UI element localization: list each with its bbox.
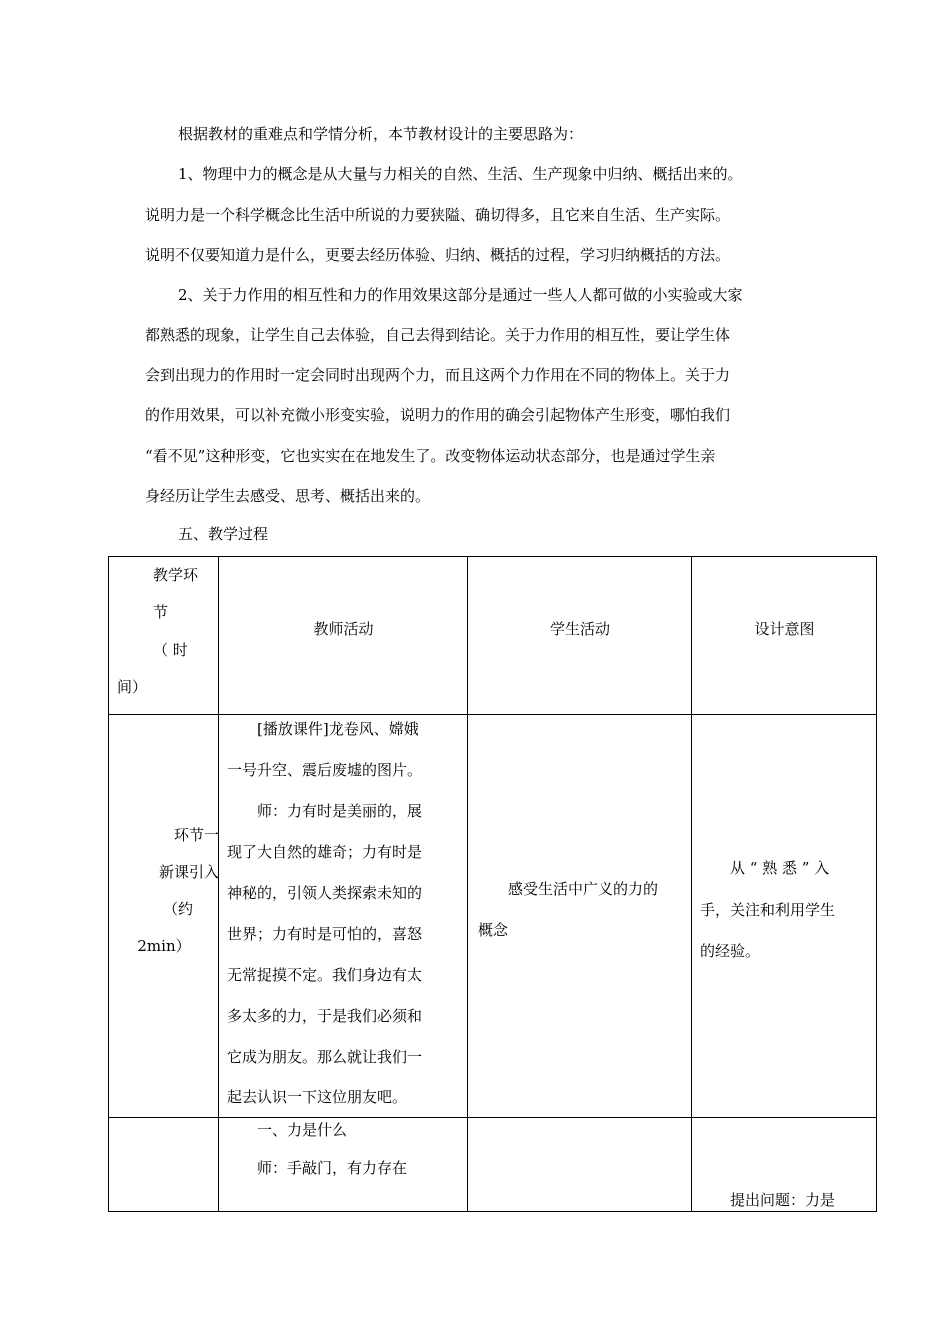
teacher-activity-line: 起去认识一下这位朋友吧。 <box>227 1088 408 1106</box>
design-intent-cell <box>692 1118 877 1212</box>
teaching-process-table <box>108 556 877 1212</box>
teacher-activity-line: 师：力有时是美丽的，展 <box>257 802 423 820</box>
stage-line: 新课引入 <box>158 863 219 881</box>
design-intent-line: 提出问题：力是 <box>730 1191 836 1209</box>
design-intent-cell <box>692 715 877 1118</box>
header-teacher-cell <box>219 557 468 715</box>
teacher-activity-cell <box>219 715 468 1118</box>
header-stage-line: 节 <box>153 603 169 621</box>
teacher-activity-line: 多太多的力，于是我们必须和 <box>227 1007 423 1025</box>
stage-cell <box>109 1118 219 1212</box>
table-header-row <box>109 557 877 715</box>
teacher-activity-line: 师：手敲门，有力存在 <box>257 1159 408 1177</box>
teacher-activity-line: 现了大自然的雄奇；力有时是 <box>227 843 423 861</box>
stage-line: 2min） <box>137 937 191 955</box>
header-teacher-label: 教师活动 <box>313 620 374 638</box>
student-activity-cell <box>468 715 692 1118</box>
teacher-activity-line: 一、力是什么 <box>257 1121 348 1139</box>
stage-cell <box>109 715 219 1118</box>
design-intent-line: 从 “ 熟 悉 ” 入 <box>730 859 830 877</box>
header-intent-cell <box>692 557 877 715</box>
teacher-activity-line: [播放课件]龙卷风、嫦娥 <box>257 720 419 738</box>
teacher-activity-line: 它成为朋友。那么就让我们一 <box>227 1048 423 1066</box>
teacher-activity-line: 世界；力有时是可怕的，喜怒 <box>227 925 423 943</box>
header-student-label: 学生活动 <box>549 620 610 638</box>
table-row <box>109 715 877 1118</box>
header-student-cell <box>468 557 692 715</box>
student-activity-line: 概念 <box>478 921 509 939</box>
teacher-activity-cell <box>219 1118 468 1212</box>
teacher-activity-line: 一号升空、震后废墟的图片。 <box>227 761 423 779</box>
section-heading: 五、教学过程 <box>178 525 269 543</box>
teacher-activity-line: 无常捉摸不定。我们身边有太 <box>227 966 423 984</box>
student-activity-line: 感受生活中广义的力的 <box>508 880 659 898</box>
header-stage-cell <box>109 557 219 715</box>
design-intent-line: 手，关注和利用学生 <box>700 901 836 919</box>
header-stage-line: （ 时 <box>153 641 188 659</box>
student-activity-cell <box>468 1118 692 1212</box>
teacher-activity-line: 神秘的，引领人类探索未知的 <box>227 884 423 902</box>
table-row <box>109 1118 877 1212</box>
stage-line: 环节一 <box>173 826 219 844</box>
stage-line: （约 <box>162 900 193 918</box>
header-stage-line: 教学环 <box>153 566 199 584</box>
header-intent-label: 设计意图 <box>754 620 815 638</box>
header-stage-line: 间） <box>117 678 148 696</box>
design-intent-line: 的经验。 <box>700 942 761 960</box>
